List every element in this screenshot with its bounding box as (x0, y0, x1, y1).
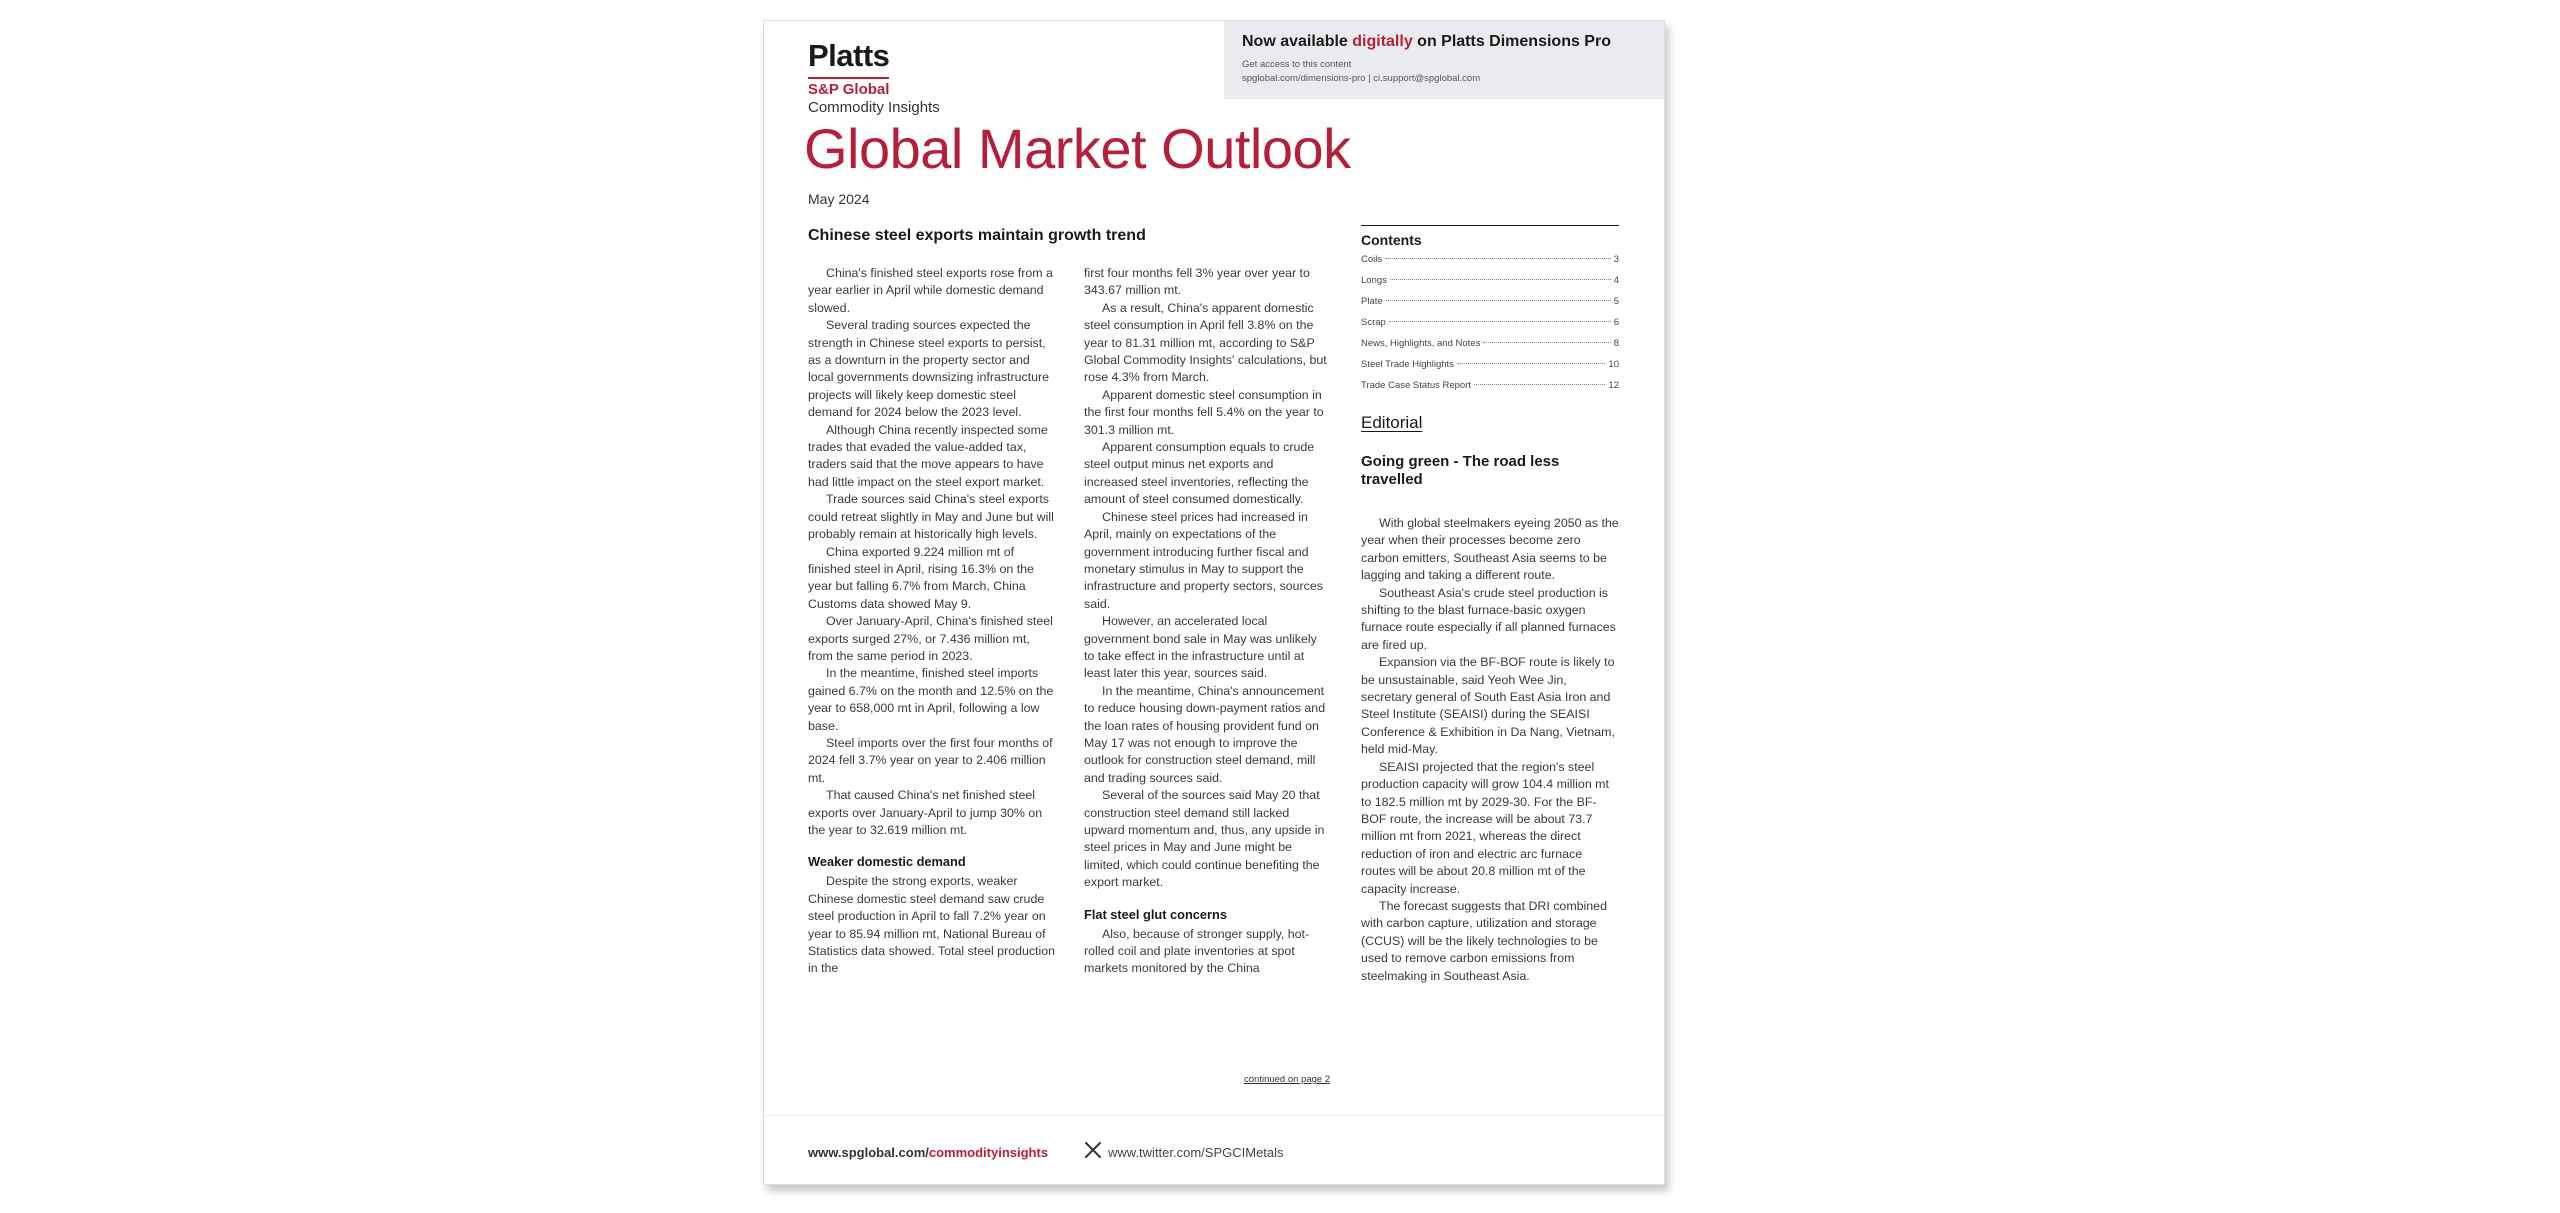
paragraph: Several trading sources expected the strength in Chinese steel exports to persist, as a downturn in the property sector and local governments downsizing infrastructure projects will likely keep domestic steel demand for 2024 below the 2023 level. (808, 318, 1050, 420)
toc-item[interactable]: Steel Trade Highlights 10 (1361, 359, 1619, 370)
toc-item[interactable]: Scrap 6 (1361, 317, 1619, 328)
x-logo-icon[interactable] (1084, 1141, 1102, 1159)
subheading-flat-steel: Flat steel glut concerns (1084, 906, 1227, 922)
contents-box (1361, 225, 1619, 401)
paragraph: The forecast suggests that DRI combined with carbon capture, utilization and storage (CCUS) will be the likely technologies to be used to remove carbon emissions from steelmaking in Southeast Asia. (1361, 898, 1607, 983)
toc-item[interactable]: Plate 5 (1361, 296, 1619, 307)
paragraph: Southeast Asia's crude steel production is shifting to the blast furnace-basic oxygen furnace route especially if all planned furnaces are fired up. (1361, 585, 1616, 652)
paragraph-continued: first four months fell 3% year over year to 343.67 million mt. (1084, 266, 1310, 298)
paragraph: Steel imports over the first four months of 2024 fell 3.7% year on year to 2.406 million mt. (808, 735, 1053, 785)
sp-global-label: S&P Global (808, 77, 889, 99)
promo-links[interactable]: spglobal.com/dimensions-pro | ci.support@spglobal.com (1242, 73, 1481, 84)
paragraph: Apparent domestic steel consumption in the first four months fell 5.4% on the year to 301.3 million mt. (1084, 387, 1324, 437)
dimensions-pro-banner[interactable] (1224, 21, 1664, 99)
continued-link[interactable]: continued on page 2 (1244, 1074, 1331, 1085)
footer-website-link[interactable]: www.spglobal.com/commodityinsights (808, 1145, 1049, 1160)
editorial-section-label: Editorial (1361, 413, 1423, 432)
footer-divider (764, 1115, 1664, 1116)
paragraph: With global steelmakers eyeing 2050 as the year when their processes become zero carbon emitters, Southeast Asia seems to be lagging and taking a different route. (1361, 516, 1619, 583)
paragraph: Over January-April, China's finished steel exports surged 27%, or 7.436 million mt, from the same period in 2023. (808, 614, 1053, 663)
paragraph: However, an accelerated local government bond sale in May was unlikely to take effect in the infrastructure until at least later this year, sources said. (1084, 614, 1317, 681)
paragraph: Apparent consumption equals to crude steel output minus net exports and increased steel inventories, reflecting the amount of steel consumed domestically. (1084, 440, 1315, 507)
contents-heading: Contents (1361, 232, 1422, 248)
platts-logo: Platts (808, 38, 890, 73)
article-column-2 (1084, 265, 1330, 978)
issue-date: May 2024 (808, 191, 870, 207)
article-column-1 (808, 265, 1056, 978)
promo-highlight: digitally (1352, 33, 1413, 50)
toc-item[interactable]: Coils 3 (1361, 254, 1619, 265)
toc-item[interactable]: News, Highlights, and Notes 8 (1361, 338, 1619, 349)
editorial-column (1361, 515, 1619, 985)
paragraph: Expansion via the BF-BOF route is likely to be unsustainable, said Yeoh Wee Jin, secretary general of South East Asia Iron and Steel Institute (SEAISI) during the SEAISI Conference & Exhibition in Da Nang, Vietnam, held mid-May. (1361, 655, 1615, 757)
editorial-title: Going green - The road less travelled (1361, 453, 1560, 488)
newsletter-page (763, 20, 1665, 1185)
paragraph: Also, because of stronger supply, hot-rolled coil and plate inventories at spot markets monitored by the China (1084, 926, 1310, 976)
promo-subtitle: Get access to this content (1242, 59, 1352, 70)
paragraph: Several of the sources said May 20 that construction steel demand still lacked upward momentum and, thus, any upside in steel prices in May and June might be limited, which could continue benefiting the export market. (1084, 788, 1325, 890)
paragraph: Although China recently inspected some trades that evaded the value-added tax, traders said that the move appears to have had little impact on the steel export market. (808, 422, 1048, 489)
paragraph: SEAISI projected that the region's steel production capacity will grow 104.4 million mt to 182.5 million mt by 2029-30. For the BF-BOF route, the increase will be about 73.7 million mt from 2021, whereas the direct reduction of iron and electric arc furnace routes will be about 20.8 million mt of the capacity increase. (1361, 759, 1609, 896)
paragraph: As a result, China's apparent domestic steel consumption in April fell 3.8% on the year to 81.31 million mt, according to S&P Global Commodity Insights' calculations, but rose 4.3% from March. (1084, 300, 1327, 385)
paragraph: In the meantime, finished steel imports gained 6.7% on the month and 12.5% on the year to 658,000 mt in April, following a low base. (808, 666, 1054, 733)
paragraph: China's finished steel exports rose from a year earlier in April while domestic demand slowed. (808, 266, 1053, 315)
promo-headline: Now available digitally on Platts Dimensions Pro (1242, 33, 1611, 50)
toc-item[interactable]: Longs 4 (1361, 275, 1619, 286)
toc-item[interactable]: Trade Case Status Report 12 (1361, 380, 1619, 391)
paragraph: China exported 9.224 million mt of finished steel in April, rising 16.3% on the year but falling 6.7% from March, China Customs data showed May 9. (808, 544, 1034, 611)
paragraph: That caused China's net finished steel exports over January-April to jump 30% on the year to 32.619 million mt. (808, 788, 1043, 837)
publication-title: Global Market Outlook (804, 117, 1351, 180)
paragraph: In the meantime, China's announcement to reduce housing down-payment ratios and the loan rates of housing provident fund on May 17 was not enough to improve the outlook for construction steel demand, mill and trading sources said. (1084, 683, 1326, 785)
commodity-insights-label: Commodity Insights (808, 99, 940, 116)
footer-twitter-link[interactable]: www.twitter.com/SPGCIMetals (1108, 1145, 1284, 1160)
paragraph: Despite the strong exports, weaker Chinese domestic steel demand saw crude steel production in April to fall 7.2% year on year to 85.94 million mt, National Bureau of Statistics data showed. Total steel production in the (808, 874, 1056, 976)
paragraph: Trade sources said China's steel exports could retreat slightly in May and June but will probably remain at historically high levels. (808, 492, 1054, 542)
paragraph: Chinese steel prices had increased in April, mainly on expectations of the government introducing further fiscal and monetary stimulus in May to support the infrastructure and property sectors, sources said. (1084, 509, 1323, 611)
subheading-weaker-demand: Weaker domestic demand (808, 854, 966, 870)
brand-block (808, 39, 940, 117)
lead-headline: Chinese steel exports maintain growth trend (808, 227, 1146, 244)
